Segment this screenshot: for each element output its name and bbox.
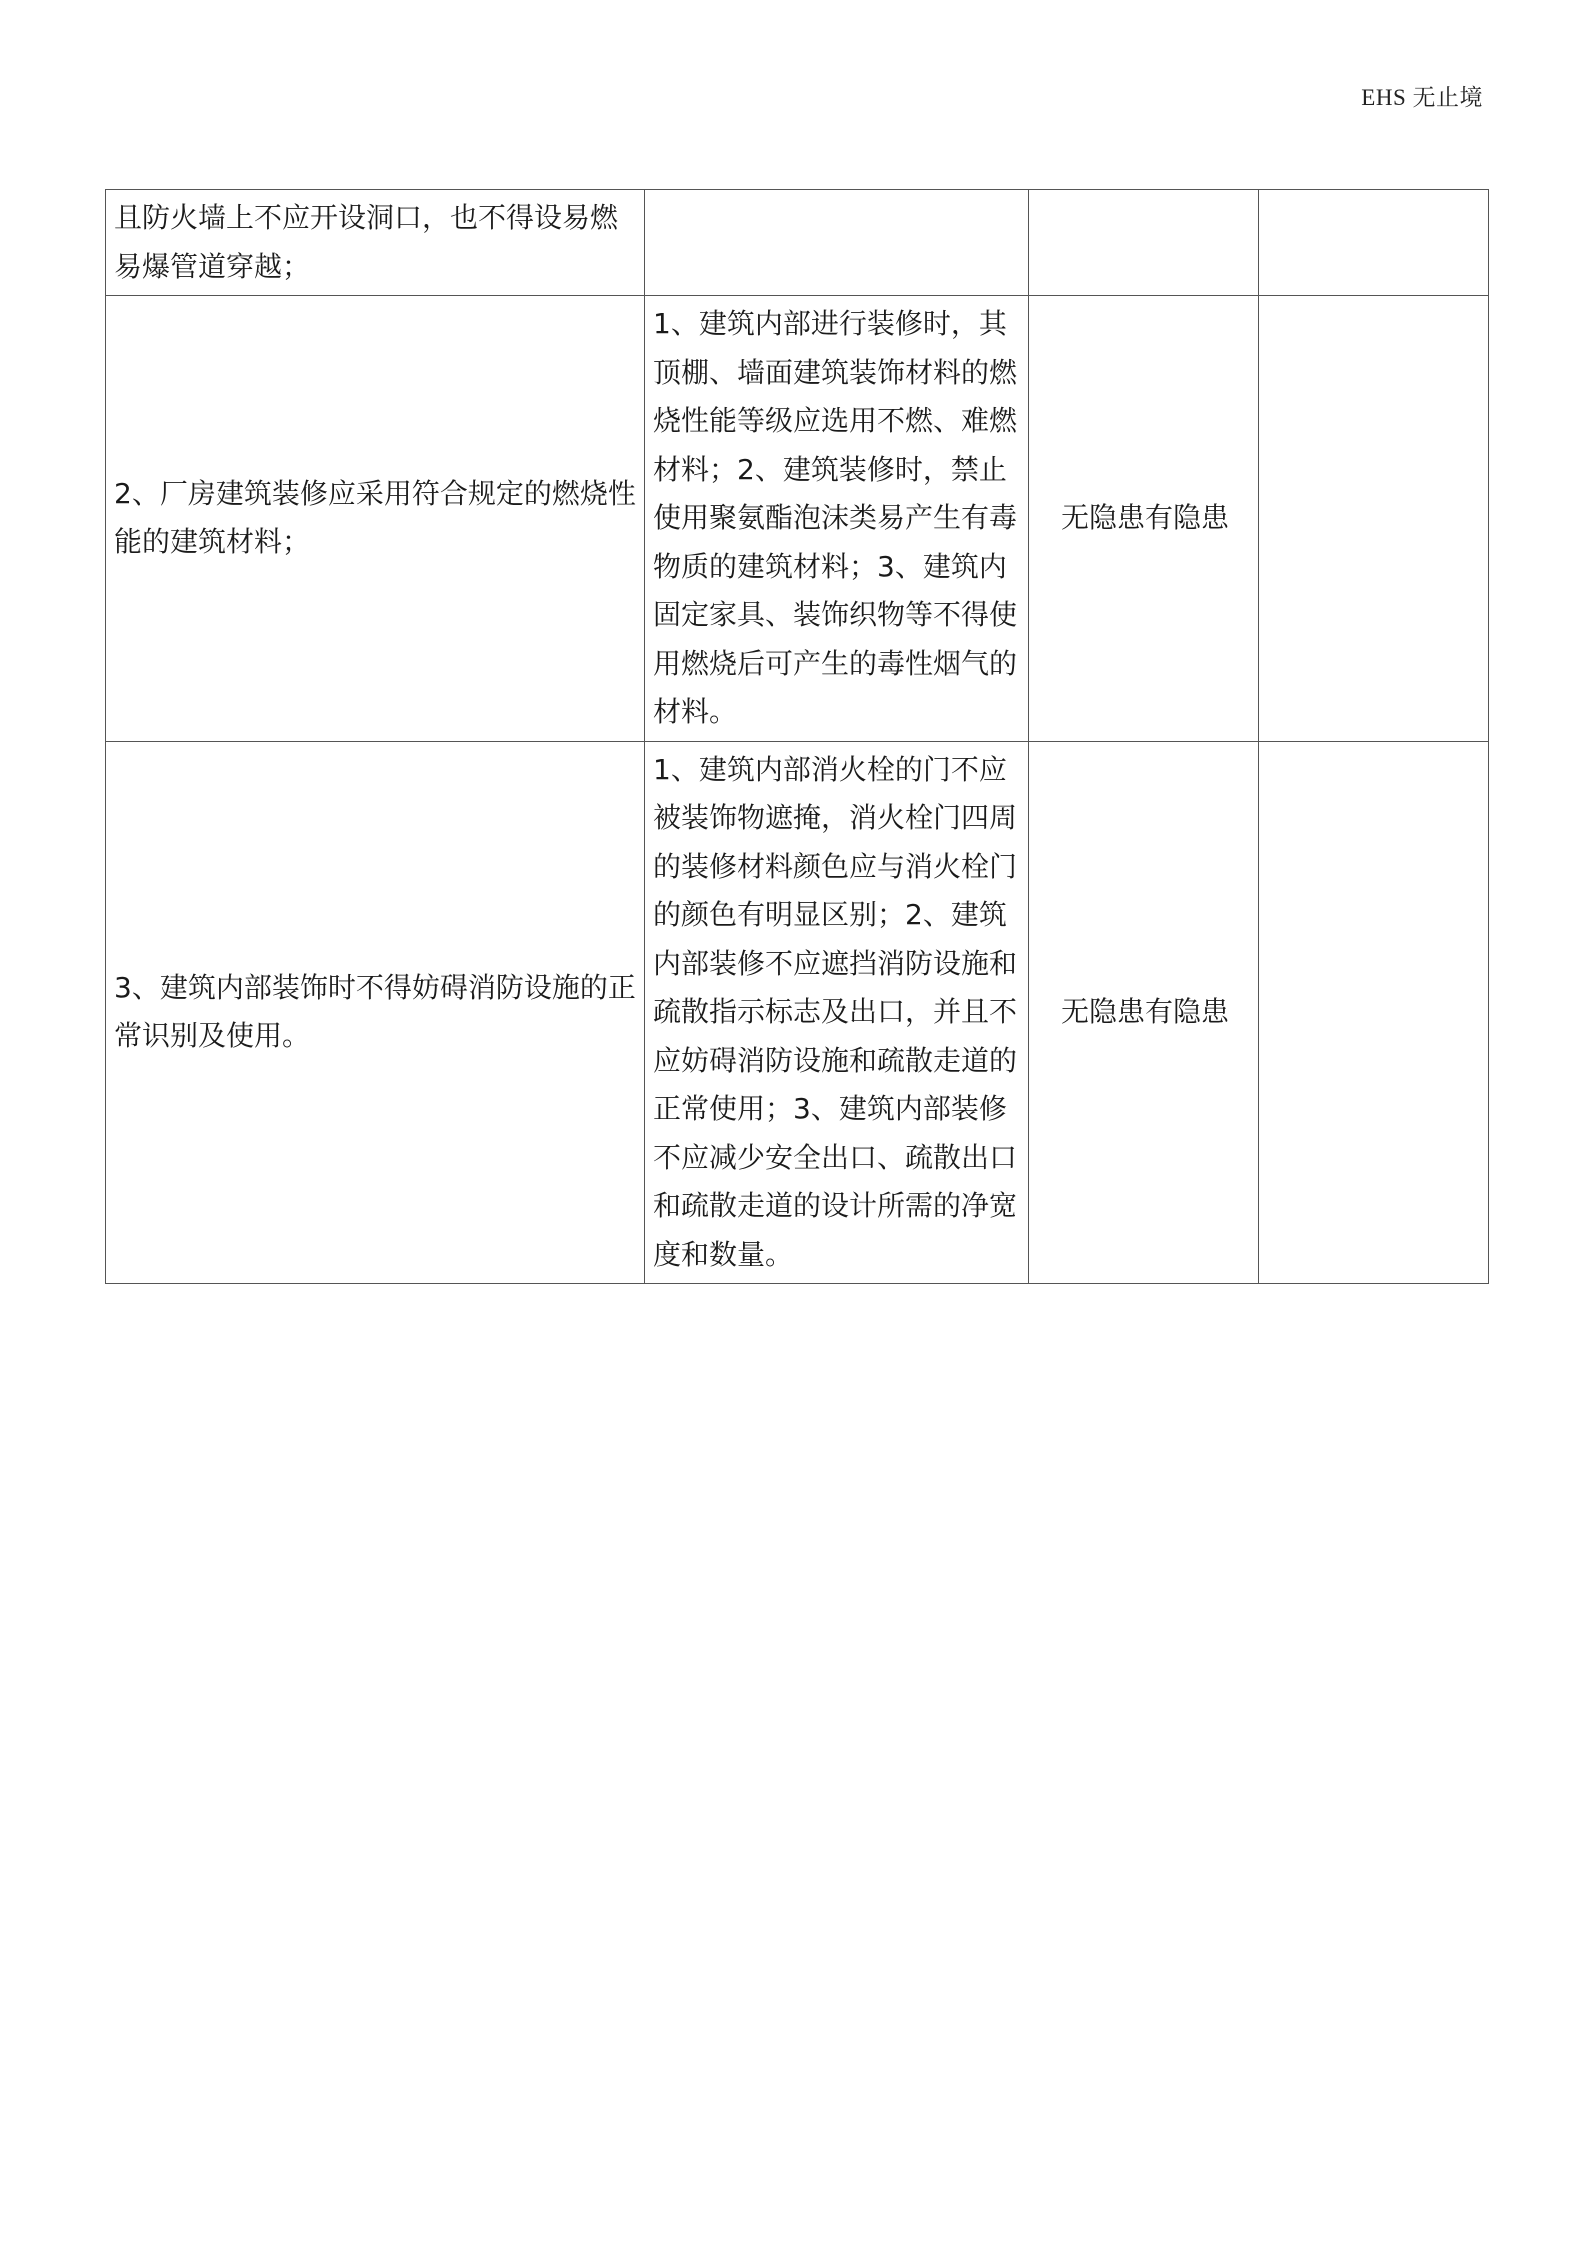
check-item-cell: 3、建筑内部装饰时不得妨碍消防设施的正常识别及使用。 — [106, 741, 645, 1284]
page-header: EHS 无止境 — [1361, 85, 1483, 110]
check-method-cell: 1、建筑内部进行装修时，其顶棚、墙面建筑装饰材料的燃烧性能等级应选用不燃、难燃材料；2、建筑装修时，禁止使用聚氨酯泡沫类易产生有毒物质的建筑材料；3、建筑内固定家具、装饰织物等不得使用燃烧后可产生的毒性烟气的材料。 — [645, 296, 1029, 742]
table-row — [106, 741, 1489, 1284]
note-cell — [1259, 741, 1489, 1284]
check-result-cell: 无隐患有隐患 — [1029, 296, 1259, 742]
check-result-cell: 无隐患有隐患 — [1029, 741, 1259, 1284]
check-method-cell: 1、建筑内部消火栓的门不应被装饰物遮掩，消火栓门四周的装修材料颜色应与消火栓门的颜色有明显区别；2、建筑内部装修不应遮挡消防设施和疏散指示标志及出口，并且不应妨碍消防设施和疏散走道的正常使用；3、建筑内部装修不应减少安全出口、疏散出口和疏散走道的设计所需的净宽度和数量。 — [645, 741, 1029, 1284]
inspection-table — [105, 189, 1489, 1284]
check-method-cell — [645, 190, 1029, 296]
note-cell — [1259, 190, 1489, 296]
check-item-cell: 2、厂房建筑装修应采用符合规定的燃烧性能的建筑材料； — [106, 296, 645, 742]
table-row — [106, 296, 1489, 742]
table-row — [106, 190, 1489, 296]
check-item-cell: 且防火墙上不应开设洞口，也不得设易燃易爆管道穿越； — [106, 190, 645, 296]
note-cell — [1259, 296, 1489, 742]
check-result-cell — [1029, 190, 1259, 296]
